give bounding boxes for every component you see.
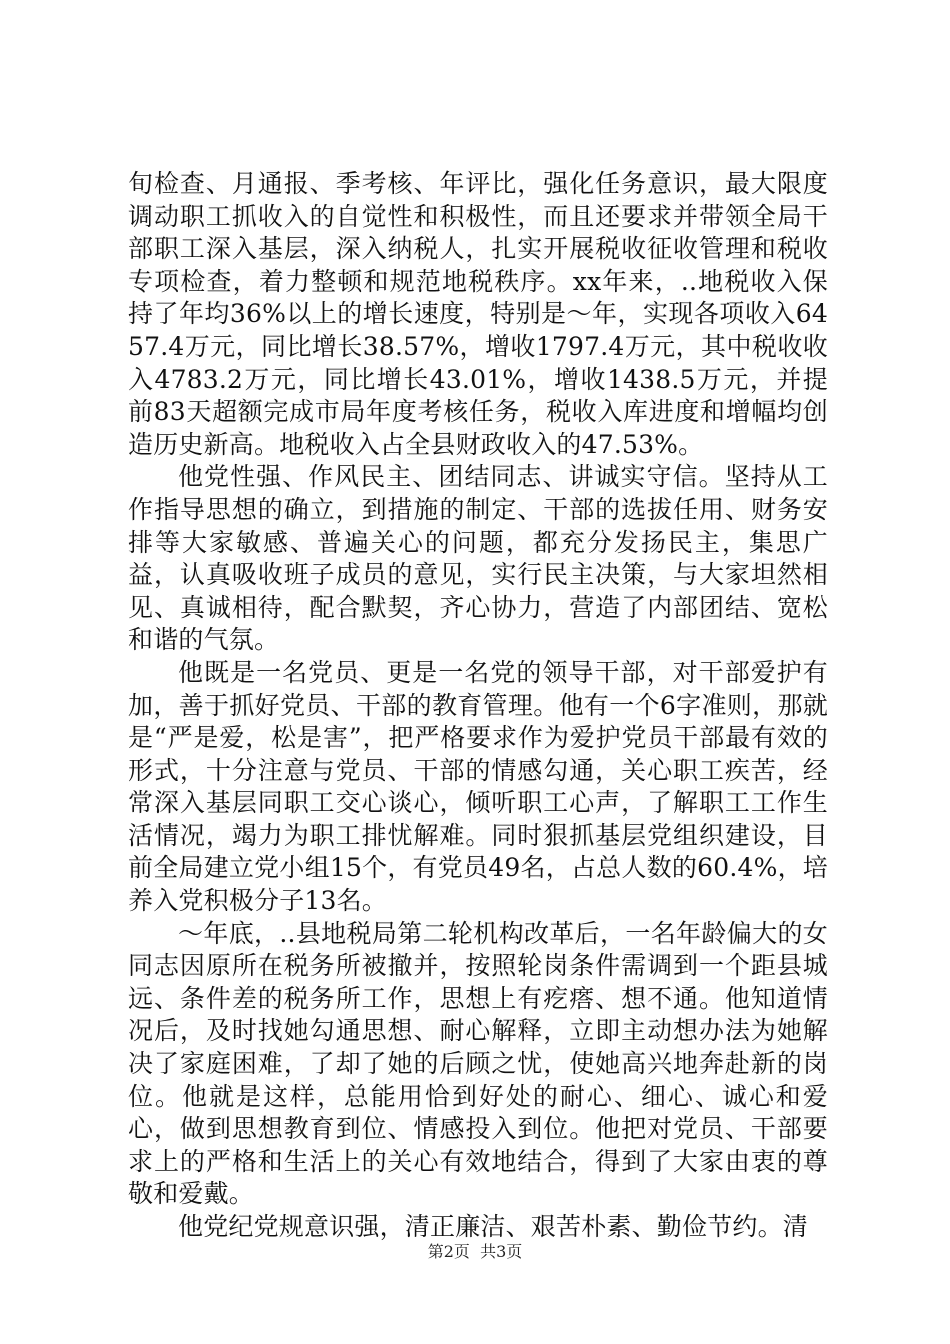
paragraph-2: 他党性强、作风民主、团结同志、讲诚实守信。坚持从工作指导思想的确立，到措施的制定、干部的选拔任用、财务安排等大家敏感、普遍关心的问题，都充分发扬民主，集思广益，认真吸收班子成员的意见，实行民主决策，与大家坦然相见、真诚相待，配合默契，齐心协力，营造了内部团结、宽松和谐的气氛。 xyxy=(128,462,828,655)
paragraph-3: 他既是一名党员、更是一名党的领导干部，对干部爱护有加，善于抓好党员、干部的教育管理。他有一个6字准则，那就是“严是爱，松是害”，把严格要求作为爱护党员干部最有效的形式，十分注意与党员、干部的情感勾通，关心职工疾苦，经常深入基层同职工交心谈心，倾听职工心声，了解职工工作生活情况，竭力为职工排忧解难。同时狠抓基层党组织建设，目前全局建立党小组15个，有党员49名，占总人数的60.4%，培养入党积极分子13名。 xyxy=(128,657,828,916)
page-number-footer: 第2页 共3页 xyxy=(427,1242,523,1261)
paragraph-5: 他党纪党规意识强，清正廉洁、艰苦朴素、勤俭节约。清 xyxy=(178,1212,809,1241)
paragraph-4: ～年底，..县地税局第二轮机构改革后，一名年龄偏大的女同志因原所在税务所被撤并，按照轮岗条件需调到一个距县城远、条件差的税务所工作，思想上有疙瘩、想不通。他知道情况后，及时找她勾通思想、耐心解释，立即主动想办法为她解决了家庭困难，了却了她的后顾之忧，使她高兴地奔赴新的岗位。他就是这样，总能用恰到好处的耐心、细心、诚心和爱心，做到思想教育到位、情感投入到位。他把对党员、干部要求上的严格和生活上的关心有效地结合，得到了大家由衷的尊敬和爱戴。 xyxy=(128,918,828,1209)
document-body xyxy=(128,168,828,1244)
paragraph-1: 旬检查、月通报、季考核、年评比，强化任务意识，最大限度调动职工抓收入的自觉性和积极性，而且还要求并带领全局干部职工深入基层，深入纳税人，扎实开展税收征收管理和税收专项检查，着力整顿和规范地税秩序。xx年来，..地税收入保持了年均36%以上的增长速度，特别是～年，实现各项收入6457.4万元，同比增长38.57%，增收1797.4万元，其中税收收入4783.2万元，同比增长43.01%，增收1438.5万元，并提前83天超额完成市局年度考核任务，税收入库进度和增幅均创造历史新高。地税收入占全县财政收入的47.53%。 xyxy=(128,169,828,459)
